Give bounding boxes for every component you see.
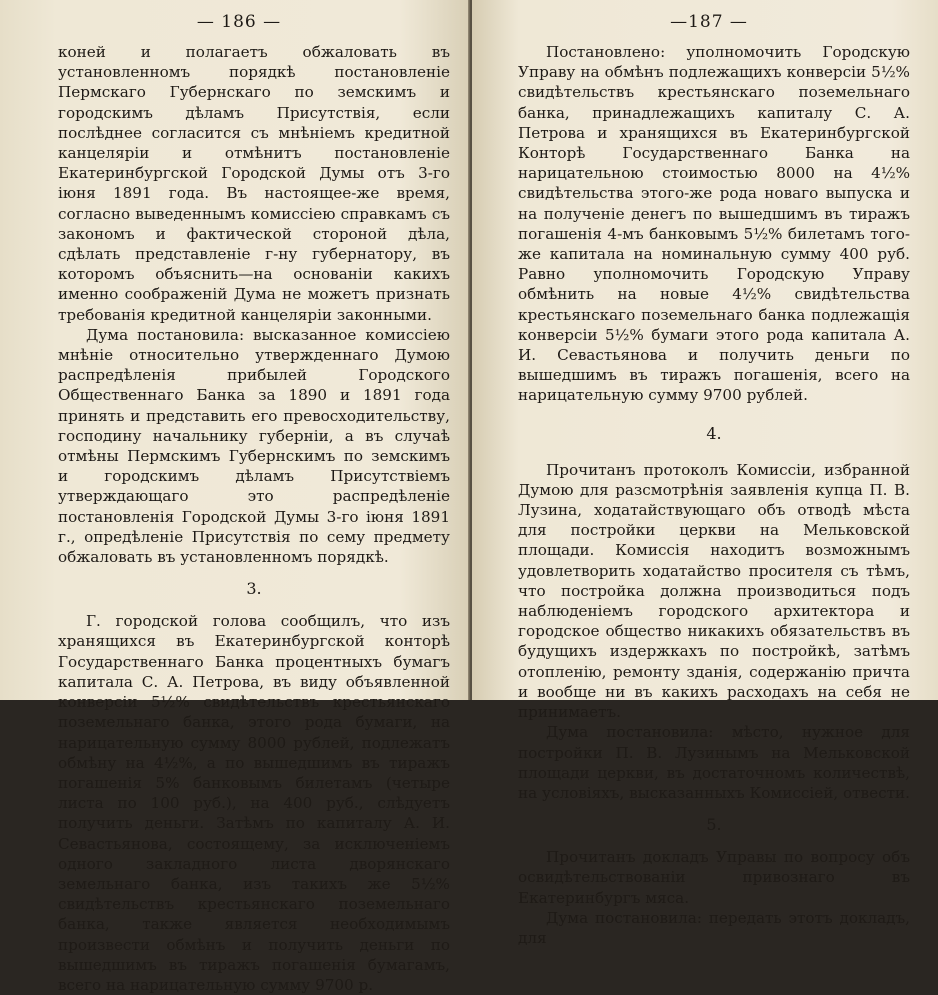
page-number: — 186 — <box>196 12 282 32</box>
section-number: 4. <box>706 423 722 443</box>
page-number: —187 — <box>670 12 748 32</box>
paragraph: Дума постановила: передать этотъ докладъ, для <box>518 908 910 947</box>
paragraph: Прочитанъ протоколъ Комиссіи, избранной Думою для разсмотрѣнія заявленія купца П. В. Лузина, ходатайствующаго объ отводѣ мѣста для постройки церкви на Мельковской площади. Комиссія находитъ возможнымъ удовлетворить ходатайство просителя съ тѣмъ, что постройка должна производиться подъ наблюденіемъ городского архитектора и городское общество никакихъ обязательствъ въ будущихъ издержкахъ по постройкѣ, затѣмъ отопленію, ремонту зданія, содержанію причта и вообще ни въ какихъ расходахъ на себя не принимаетъ. <box>518 460 910 722</box>
section-number: 3. <box>246 579 262 599</box>
paragraph: Постановлено: уполномочить Городскую Управу на обмѣнъ подлежащихъ конверсіи 5½% свидѣтельствъ крестьянскаго поземельнаго банка, принадлежащихъ капиталу С. А. Петрова и хранящихся въ Екатеринбургской Конторѣ Государственнаго Банка на нарицательною стоимостью 8000 на 4½% свидѣтельства этого-же рода новаго выпуска и на полученіе денегъ по вышедшимъ въ тиражъ погашенія 4-мъ банковымъ 5½% билетамъ того-же капитала на номинальную сумму 400 руб. Равно уполномочить Городскую Управу обмѣнить на новые 4½% свидѣтельства крестьянскаго поземельнаго банка подлежащія конверсіи 5½% бумаги этого рода капитала А. И. Севастьянова и получить деньги по вышедшимъ въ тиражъ погашенія, всего на нарицательную сумму 9700 рублей. <box>518 43 910 405</box>
paragraph: коней и полагаетъ обжаловать въ установленномъ порядкѣ постановленіе Пермскаго Губернскаго по земскимъ и городскимъ дѣламъ Присутствія, если послѣднее согласится съ мнѣніемъ кредитной канцеляріи и отмѣнитъ постановленіе Екатеринбургской Городской Думы отъ 3-го іюня 1891 года. Въ настоящее-же время, согласно выведеннымъ комиссіею справкамъ съ закономъ и фактической стороной дѣла, сдѣлать представленіе г-ну губернатору, въ которомъ объяснить—на основаніи какихъ именно соображеній Дума не можетъ признать требованія кредитной канцеляріи законными. <box>58 43 450 324</box>
paragraph: Г. городской голова сообщилъ, что изъ хранящихся въ Екатеринбургской конторѣ Государственнаго Банка процентныхъ бумагъ капитала С. А. Петрова, въ виду объявленной конверсіи 5½% свидѣтельствъ крестьянскаго поземельнаго банка, этого рода бумаги, на нарицательную сумму 8000 рублей, подлежатъ обмѣну на 4½%, а по вышедшимъ въ тиражъ погашенія 5% банковымъ билетамъ (четыре листа по 100 руб.), на 400 руб., слѣдуетъ получить деньги. Затѣмъ по капиталу А. И. Севастьянова, состоящему, за исключеніемъ одного закладного листа дворянскаго земельнаго банка, изъ такихъ же 5½% свидѣтельствъ крестьянскаго поземельнаго банка, также является необходимымъ произвести обмѣнъ и получить деньги по вышедшимъ въ тиражъ погашенія бумагамъ, всего на нарицательную сумму 9700 р. <box>58 612 450 994</box>
paragraph: Дума постановила: высказанное комиссіею мнѣніе относительно утвержденнаго Думою распредѣленія прибылей Городского Общественнаго Банка за 1890 и 1891 года принять и представить его превосходительству, господину начальнику губерніи, а въ случаѣ отмѣны Пермскимъ Губернскимъ по земскимъ и городскимъ дѣламъ Присутствіемъ утверждающаго это распредѣленіе постановленія Городской Думы 3-го іюня 1891 г., опредѣленіе Присутствія по сему предмету обжаловать въ установленномъ порядкѣ. <box>58 325 450 567</box>
paragraph: Дума постановила: мѣсто, нужное для постройки П. В. Лузинымъ на Мельковской площади церкви, въ достаточномъ количествѣ, на условіяхъ, высказанныхъ Комиссіей, отвести. <box>518 723 910 802</box>
section-number: 5. <box>706 815 722 835</box>
right-page <box>472 0 938 947</box>
paragraph: Прочитанъ докладъ Управы по вопросу объ освидѣтельствованіи привознаго въ Екатеринбургъ мяса. <box>518 848 910 907</box>
